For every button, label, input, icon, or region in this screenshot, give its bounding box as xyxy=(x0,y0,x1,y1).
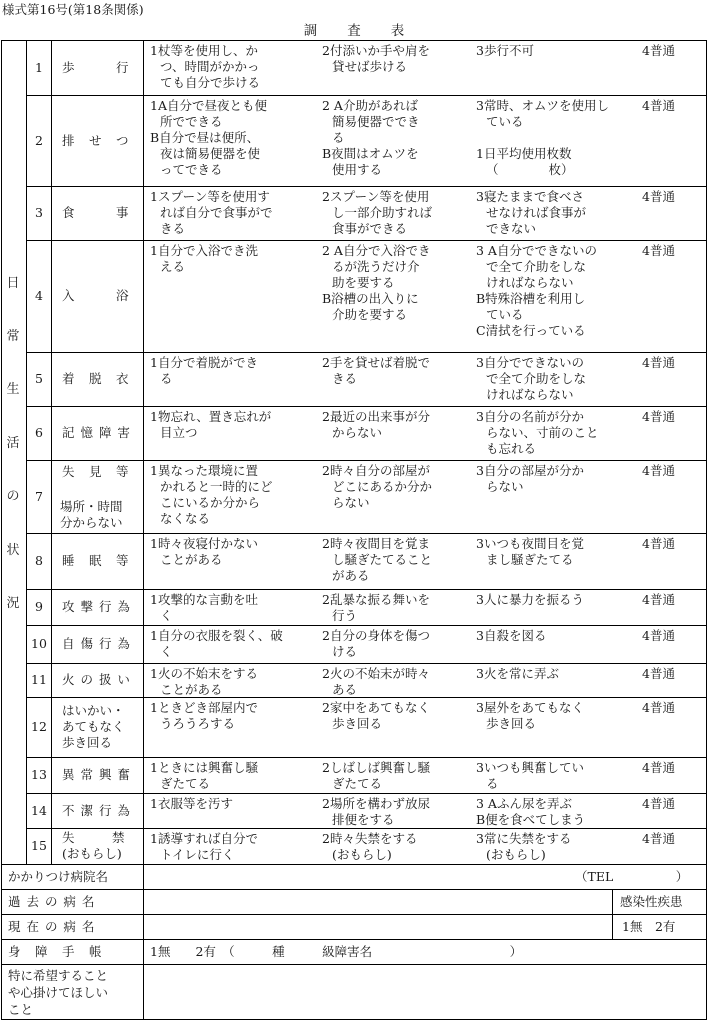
row-number: 11 xyxy=(31,672,47,687)
row-number: 1 xyxy=(35,59,43,75)
past-disease-label: 過 去 の 病 名 xyxy=(8,894,96,909)
row-number: 2 xyxy=(35,132,43,148)
option-1-line: トイレに行く xyxy=(160,847,235,862)
wishes-label-2: や心掛けてほしい xyxy=(8,985,109,1000)
option-1-line: 1衣服等を汚す xyxy=(150,796,233,811)
row-number: 10 xyxy=(31,636,47,651)
handbook-label: 身 障 手 帳 xyxy=(8,944,103,959)
row-divider xyxy=(26,757,707,758)
option-1-line: ことがある xyxy=(160,682,223,697)
hospital-label: かかりつけ病院名 xyxy=(8,869,109,884)
option-2-line: らない xyxy=(332,495,370,510)
item-sub-label: 分からない xyxy=(60,515,123,530)
option-3-line: 1日平均使用枚数 xyxy=(476,146,572,161)
row-number: 7 xyxy=(35,488,43,504)
option-4-normal[interactable]: 4普通 xyxy=(642,666,675,681)
option-1-line: なくなる xyxy=(160,511,211,526)
option-2-line: 2自分の身体を傷つ xyxy=(322,628,430,643)
row-divider xyxy=(26,625,707,626)
option-2-line: るが洗うだけ介 xyxy=(332,259,420,274)
option-2-line: 2手を貸せば着脱で xyxy=(322,355,430,370)
divider xyxy=(1,964,707,965)
option-4-normal[interactable]: 4普通 xyxy=(642,536,675,551)
row-divider xyxy=(26,352,707,353)
option-2-line: 2時々夜間目を覚ま xyxy=(322,536,430,551)
item-label: 歩き回る xyxy=(62,735,113,750)
section-label-char: 日 xyxy=(6,276,20,291)
option-2-line: B浴槽の出入りに xyxy=(322,291,419,306)
row-number: 13 xyxy=(31,767,47,782)
option-3-line: 3歩行不可 xyxy=(476,43,534,58)
option-2-line: きる xyxy=(332,371,358,386)
row-divider xyxy=(26,240,707,241)
option-3-line: 3自分でできないの xyxy=(476,355,584,370)
item-label: はいかい・ xyxy=(62,703,125,718)
option-2-line: 2スプーン等を使用 xyxy=(322,189,430,204)
wishes-label-1: 特に希望すること xyxy=(8,968,109,983)
option-3-line: で全て介助をしな xyxy=(486,371,587,386)
option-4-normal[interactable]: 4普通 xyxy=(642,98,675,113)
option-1-line: 1自分で着脱ができ xyxy=(150,355,258,370)
option-2-line: 2しばしば興奮し騒 xyxy=(322,760,430,775)
row-divider xyxy=(26,828,707,829)
option-2-line: 介助を要する xyxy=(332,307,408,322)
option-1-line: 所でできる xyxy=(160,114,223,129)
option-4-normal[interactable]: 4普通 xyxy=(642,760,675,775)
row-number: 12 xyxy=(31,719,47,734)
option-1-line: ことがある xyxy=(160,552,223,567)
option-4-normal[interactable]: 4普通 xyxy=(642,43,675,58)
option-1-line: B自分で昼は便所、 xyxy=(150,130,260,145)
option-2-line: 食事ができる xyxy=(332,221,408,236)
option-3-line: ければならない xyxy=(486,387,574,402)
option-3-line: せなければ食事が xyxy=(486,205,587,220)
option-3-line: も忘れる xyxy=(486,441,537,456)
option-4-normal[interactable]: 4普通 xyxy=(642,592,675,607)
hospital-tel[interactable]: （TEL ） xyxy=(575,869,689,884)
divider xyxy=(51,40,52,864)
item-label: 火 の 扱 い xyxy=(62,672,131,687)
row-divider xyxy=(26,589,707,590)
option-4-normal[interactable]: 4普通 xyxy=(642,700,675,715)
option-1-line: 目立つ xyxy=(160,425,198,440)
option-3-line: まし騒ぎたてる xyxy=(486,552,574,567)
option-2-line: し騒ぎたてること xyxy=(332,552,433,567)
option-1-line: 1異なった環境に置 xyxy=(150,463,258,478)
option-2-line: 2時々失禁をする xyxy=(322,831,418,846)
option-1-line: く xyxy=(160,644,173,659)
item-label: 睡 眠 等 xyxy=(62,553,130,568)
option-4-normal[interactable]: 4普通 xyxy=(642,189,675,204)
option-1-line: 1誘導すれば自分で xyxy=(150,831,258,846)
divider xyxy=(1,864,707,865)
row-divider xyxy=(26,95,707,96)
item-label: 記 憶 障 害 xyxy=(62,425,131,440)
option-3-line: 3寝たままで食べさ xyxy=(476,189,584,204)
option-2-line: 排便をする xyxy=(332,812,395,827)
option-3-line: 3常時、オムツを使用し xyxy=(476,98,609,113)
option-4-normal[interactable]: 4普通 xyxy=(642,796,675,811)
item-label: 攻 撃 行 為 xyxy=(62,599,131,614)
row-number: 4 xyxy=(35,288,43,303)
option-3-line: 3屋外をあてもなく xyxy=(476,700,584,715)
option-3-line: 3いつも夜間目を覚 xyxy=(476,536,584,551)
row-number: 5 xyxy=(35,371,43,386)
item-label: 失 見 等 xyxy=(62,464,130,479)
option-2-line: ぎたてる xyxy=(332,776,383,791)
option-3-line: らない xyxy=(486,479,524,494)
option-3-line: 3いつも興奮してい xyxy=(476,760,584,775)
form-number-label: 様式第16号(第18条関係) xyxy=(2,2,144,17)
option-2-line: し一部介助すれば xyxy=(332,205,433,220)
divider xyxy=(1,889,707,890)
option-4-normal[interactable]: 4普通 xyxy=(642,463,675,478)
option-3-line: できない xyxy=(486,221,537,236)
option-2-line: 2時々自分の部屋が xyxy=(322,463,430,478)
option-2-line: 2付添いか手や肩を xyxy=(322,43,430,58)
option-1-line: える xyxy=(160,259,186,274)
option-1-line: きる xyxy=(160,221,186,236)
option-2-line: 2乱暴な振る舞いを xyxy=(322,592,430,607)
option-1-line: うろうろする xyxy=(160,716,236,731)
option-2-line: ける xyxy=(332,644,358,659)
section-label-char: 活 xyxy=(6,436,20,451)
item-label: 排 せ つ xyxy=(62,132,130,148)
option-1-line: かれると一時的にど xyxy=(160,479,273,494)
option-3-line: 3 A自分でできないの xyxy=(476,243,597,258)
row-number: 6 xyxy=(35,425,43,440)
option-1-line: 1物忘れ、置き忘れが xyxy=(150,409,272,424)
option-4-normal[interactable]: 4普通 xyxy=(642,409,675,424)
option-1-line: 1A自分で昼夜とも便 xyxy=(150,98,267,113)
option-2-line: 使用する xyxy=(332,162,383,177)
option-2-line: 2最近の出来事が分 xyxy=(322,409,430,424)
option-3-line: 3自分の部屋が分か xyxy=(476,463,584,478)
option-2-line: 貸せば歩ける xyxy=(332,59,408,74)
option-2-line: る xyxy=(332,130,345,145)
row-divider xyxy=(26,793,707,794)
option-1-line: く xyxy=(160,608,173,623)
row-divider xyxy=(26,697,707,698)
item-label: 着 脱 衣 xyxy=(62,371,130,386)
item-label: 失 禁 xyxy=(62,830,125,845)
divider xyxy=(1,914,707,915)
option-3-line: ている xyxy=(486,114,524,129)
option-1-line: 1ときどき部屋内で xyxy=(150,700,258,715)
option-3-line: ければならない xyxy=(486,275,574,290)
option-1-line: ても自分で歩ける xyxy=(160,75,261,90)
option-1-line: 1火の不始末をする xyxy=(150,666,258,681)
option-3-line: （ 枚） xyxy=(486,162,574,177)
item-label: (おもらし) xyxy=(62,846,122,861)
item-label: 不 潔 行 為 xyxy=(62,802,131,818)
option-2-line: 助を要する xyxy=(332,275,395,290)
option-3-line: B便を食べてしまう xyxy=(476,812,586,827)
item-label: 歩 行 xyxy=(62,59,130,75)
form-title: 調 査 表 xyxy=(303,23,406,39)
handbook-value[interactable]: 1無 2有 （ 種 級障害名 ） xyxy=(150,944,523,959)
section-label-char: 常 xyxy=(6,329,20,344)
option-1-line: 1ときには興奮し騒 xyxy=(150,760,258,775)
option-2-line: 2火の不始末が時々 xyxy=(322,666,430,681)
row-divider xyxy=(26,663,707,664)
item-label: 自 傷 行 為 xyxy=(62,636,131,651)
option-3-line: 3自分の名前が分か xyxy=(476,409,584,424)
option-4-normal[interactable]: 4普通 xyxy=(642,355,675,370)
option-1-line: 1攻撃的な言動を吐 xyxy=(150,592,258,607)
row-number: 14 xyxy=(31,802,47,818)
option-3-line: で全て介助をしな xyxy=(486,259,587,274)
option-2-line: がある xyxy=(332,568,370,583)
row-number: 15 xyxy=(31,838,47,853)
option-1-line: 1杖等を使用し、か xyxy=(150,43,258,58)
option-1-line: れば自分で食事がで xyxy=(160,205,273,220)
section-label-char: の xyxy=(6,489,20,504)
option-1-line: 夜は簡易便器を使 xyxy=(160,146,261,161)
row-number: 3 xyxy=(35,205,43,220)
option-1-line: 1スプーン等を使用す xyxy=(150,189,270,204)
infection-label: 感染性疾患 xyxy=(620,894,683,909)
option-3-line: ている xyxy=(486,307,524,322)
option-3-line: 3 Aふん尿を弄ぶ xyxy=(476,796,572,811)
option-2-line: 2 A自分で入浴でき xyxy=(322,243,431,258)
option-4-normal[interactable]: 4普通 xyxy=(642,243,675,258)
option-1-line: ぎたてる xyxy=(160,776,211,791)
section-label-char: 況 xyxy=(6,596,20,611)
divider xyxy=(143,40,144,1020)
wishes-label-3: こと xyxy=(8,1002,34,1017)
row-divider xyxy=(26,186,707,187)
section-label-char: 生 xyxy=(6,382,20,397)
option-3-line: B特殊浴槽を利用し xyxy=(476,291,586,306)
option-2-line: 2 A介助があれば xyxy=(322,98,418,113)
option-3-line: らない、寸前のこと xyxy=(486,425,599,440)
option-1-line: る xyxy=(160,371,173,386)
option-4-normal[interactable]: 4普通 xyxy=(642,628,675,643)
option-2-line: (おもらし) xyxy=(332,847,392,862)
option-3-line: 3常に失禁をする xyxy=(476,831,572,846)
divider xyxy=(26,40,27,864)
option-1-line: つ、時間がかかっ xyxy=(160,59,260,74)
option-1-line: ってできる xyxy=(160,162,223,177)
item-label: 食 事 xyxy=(62,205,130,220)
option-2-line: 行う xyxy=(332,608,358,623)
option-1-line: こにいるか分から xyxy=(160,495,261,510)
option-1-line: 1自分で入浴でき洗 xyxy=(150,243,258,258)
option-2-line: 簡易便器ででき xyxy=(332,114,420,129)
row-divider xyxy=(26,406,707,407)
option-2-line: 2場所を構わず放尿 xyxy=(322,796,430,811)
option-3-line: 歩き回る xyxy=(486,716,537,731)
option-2-line: からない xyxy=(332,425,383,440)
divider xyxy=(1,939,707,940)
row-number: 9 xyxy=(35,599,43,614)
option-3-line: 3火を常に弄ぶ xyxy=(476,666,559,681)
option-3-line: る xyxy=(486,776,499,791)
option-2-line: 歩き回る xyxy=(332,716,383,731)
item-label: あてもなく xyxy=(62,719,125,734)
row-number: 8 xyxy=(35,553,43,568)
option-3-line: 3人に暴力を振るう xyxy=(476,592,584,607)
option-3-line: 3自殺を図る xyxy=(476,628,547,643)
item-label: 入 浴 xyxy=(62,288,130,303)
row-divider xyxy=(26,460,707,461)
option-2-line: B夜間はオムツを xyxy=(322,146,419,161)
infection-options[interactable]: 1無 2有 xyxy=(622,919,676,934)
option-1-line: 1時々夜寝付かない xyxy=(150,536,258,551)
option-2-line: ある xyxy=(332,682,358,697)
option-3-line: (おもらし) xyxy=(486,847,546,862)
section-label-char: 状 xyxy=(6,543,20,558)
item-label: 異 常 興 奮 xyxy=(62,767,131,782)
option-2-line: 2家中をあてもなく xyxy=(322,700,430,715)
current-disease-label: 現 在 の 病 名 xyxy=(8,919,96,934)
option-3-line: C清拭を行っている xyxy=(476,323,586,338)
item-sub-label: 場所・時間 xyxy=(60,499,123,514)
option-4-normal[interactable]: 4普通 xyxy=(642,831,675,846)
option-1-line: 1自分の衣服を裂く、破 xyxy=(150,628,283,643)
row-divider xyxy=(26,533,707,534)
option-2-line: どこにあるか分か xyxy=(332,479,433,494)
